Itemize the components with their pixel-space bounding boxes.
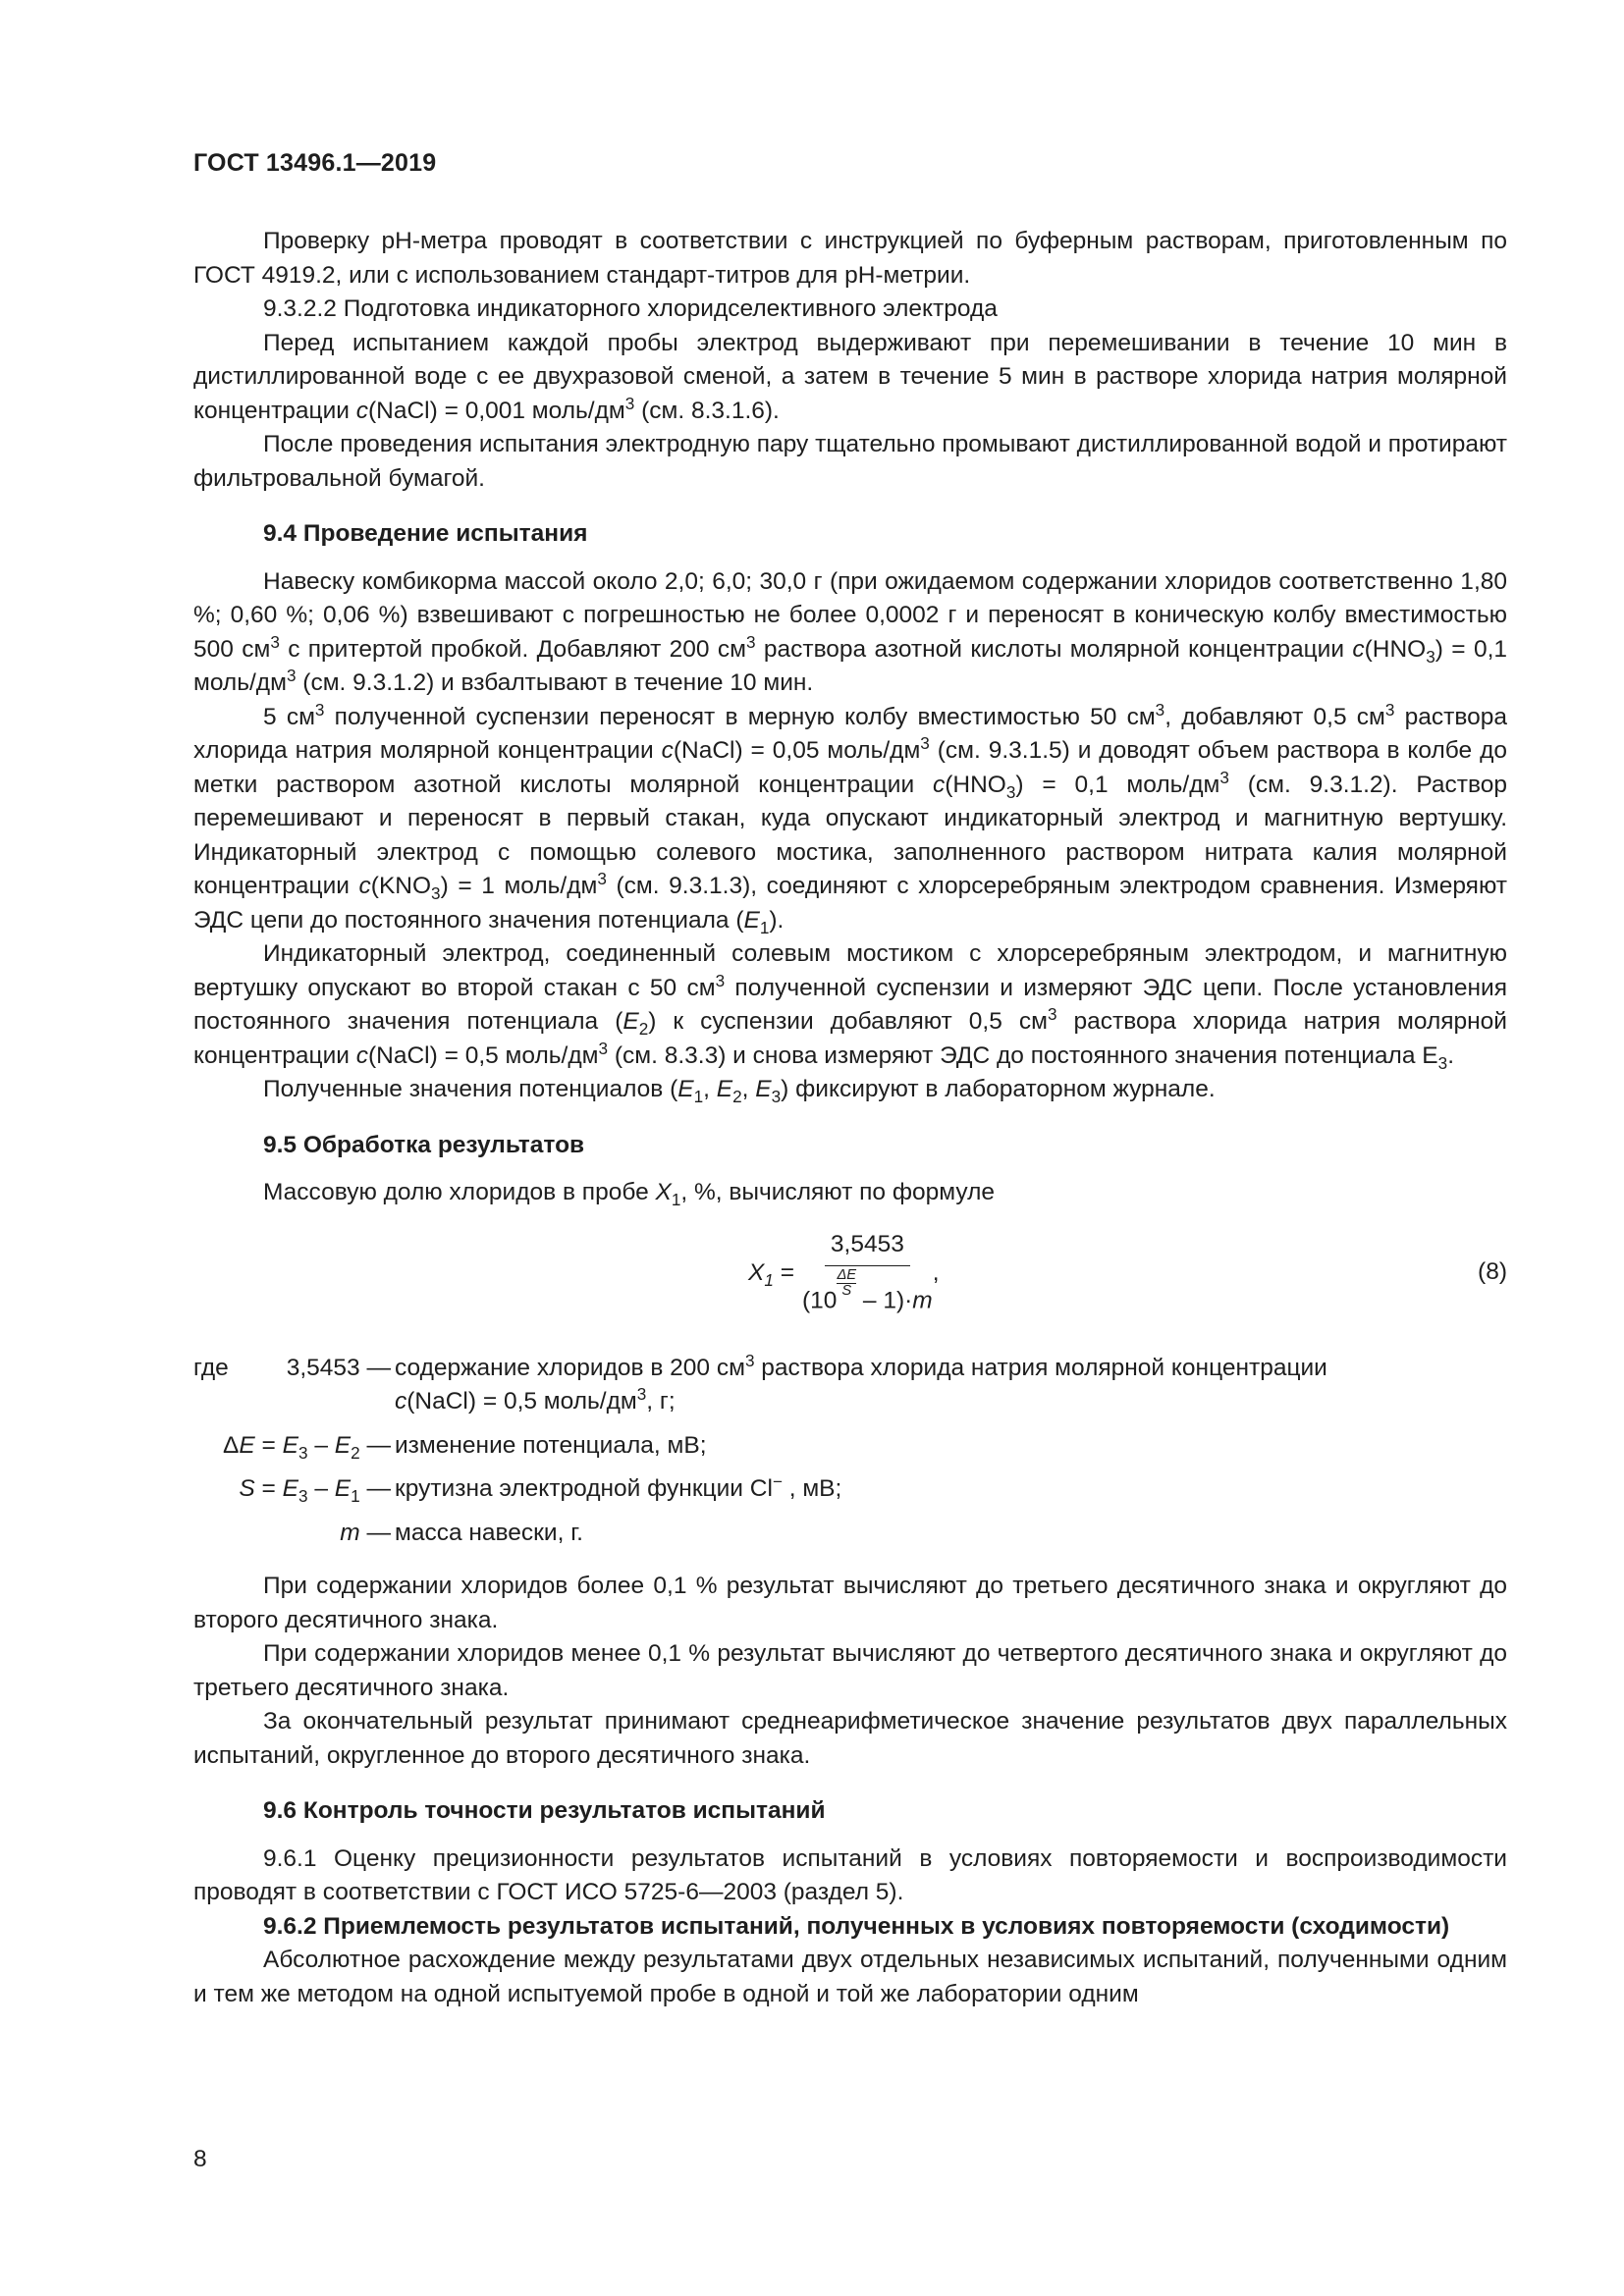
formula-8 xyxy=(193,1222,1507,1338)
formula-legend xyxy=(193,1352,1507,1551)
paragraph-rounding-high: При содержании хлоридов более 0,1 % результат вычисляют до третьего десятичного знака и округляют до второго десятичного знака. xyxy=(193,1573,1507,1633)
formula-expression: $X_1$ = 3,5453 (10 $\frac{\Delta E}{S}$ – 1)·m , xyxy=(748,1228,940,1319)
formula-lhs: $X_1$ = xyxy=(748,1258,795,1290)
formula-denominator: (10 $\frac{\Delta E}{S}$ – 1)·m xyxy=(802,1267,933,1314)
legend-row-constant: где 3,5453 — содержание хлоридов в 200 $см^3$ раствора хлорида натрия молярной концентрации c(NaCl) = 0,5 моль/$дм^3$, г; xyxy=(193,1350,1327,1415)
section-9-6-heading: 9.6 Контроль точности результатов испытаний xyxy=(263,1797,826,1824)
formula-number: (8) xyxy=(1478,1257,1507,1285)
legend-row-slope: $S = E_3 - E_1$ — крутизна электродной функции Cl− , мВ; xyxy=(239,1470,842,1506)
subsection-9-6-2: 9.6.2 Приемлемость результатов испытаний, полученных в условиях повторяемости (сходимости) xyxy=(263,1912,1450,1940)
paragraph-final-result: За окончательный результат принимают среднеарифметическое значение результатов двух параллельных испытаний, округленное до второго десятичного знака. xyxy=(193,1708,1507,1769)
paragraph-sample-weighing: Навеску комбикорма массой около 2,0; 6,0; 30,0 г (при ожидаемом содержании хлоридов соответственно 1,80 %; 0,60 %; 0,06 %) взвешивают с погрешностью не более 0,0002 г и переносят в коническую колбу вместимостью 500 $см^3$ с притертой пробкой. Добавляют 200 $см^3$ раствора азотной кислоты молярной концентрации $c(HNO_3) = 0,1$ моль/$дм^3$ (см. 9.3.1.2) и взбалтывают в течение 10 мин. xyxy=(193,567,1508,696)
paragraph-electrode-prep: Перед испытанием каждой пробы электрод выдерживают при перемешивании в течение 10 мин в дистиллированной воде с ее двухразовой сменой, а затем в течение 5 мин в растворе хлорида натрия молярной концентрации c(NaCl) = 0,001 моль/$дм^3$ (см. 8.3.1.6). xyxy=(193,329,1507,424)
paragraph-9-6-1: 9.6.1 Оценку прецизионности результатов испытаний в условиях повторяемости и воспроизводимости проводят в соответствии с ГОСТ ИСО 5725-6—2003 (раздел 5). xyxy=(193,1844,1507,1905)
paragraph-after-test: После проведения испытания электродную пару тщательно промывают дистиллированной водой и протирают фильтровальной бумагой. xyxy=(193,431,1507,492)
paragraph-ph-meter: Проверку pH-метра проводят в соответствии с инструкцией по буферным растворам, приготовленным по ГОСТ 4919.2, или с использованием стандарт-титров для pH-метрии. xyxy=(193,228,1507,289)
subsection-9-3-2-2: 9.3.2.2 Подготовка индикаторного хлоридселективного электрода xyxy=(263,295,998,322)
legend-row-delta-e: $\Delta E = E_3 - E_2$ — изменение потенциала, мВ; xyxy=(223,1431,707,1463)
formula-numerator: 3,5453 xyxy=(825,1228,910,1267)
paragraph-absolute-difference: Абсолютное расхождение между результатами двух отдельных независимых испытаний, полученными одним и тем же методом на одной испытуемой пробе в одной и той же лаборатории одним xyxy=(193,1947,1507,2007)
section-9-4-heading: 9.4 Проведение испытания xyxy=(263,520,588,547)
paragraph-second-beaker: Индикаторный электрод, соединенный солевым мостиком с хлорсеребряным электродом, и магнитную вертушку опускают во второй стакан с 50 $см^3$ полученной суспензии и измеряют ЭДС цепи. После установления постоянного значения потенциала $(E_2)$ к суспензии добавляют 0,5 $см^3$ раствора хлорида натрия молярной концентрации c(NaCl) = 0,5 моль/$дм^3$ (см. 8.3.3) и снова измеряют ЭДС до постоянного значения потенциала $Е_3$. xyxy=(193,940,1507,1073)
formula-exponent: $\frac{\Delta E}{S}$ xyxy=(837,1267,857,1299)
page-content xyxy=(193,225,1507,2011)
paragraph-formula-intro: Массовую долю хлоридов в пробе $X_1$, %, вычисляют по формуле xyxy=(263,1179,996,1209)
formula-fraction xyxy=(802,1228,933,1319)
paragraph-potentials-log: Полученные значения потенциалов ($E_1$, $E_2$, $E_3$) фиксируют в лабораторном журнале. xyxy=(263,1076,1216,1106)
section-9-5-heading: 9.5 Обработка результатов xyxy=(263,1131,585,1158)
document-header: ГОСТ 13496.1—2019 xyxy=(193,149,437,177)
legend-row-mass: m — масса навески, г. xyxy=(340,1519,583,1546)
paragraph-suspension-transfer: 5 $см^3$ полученной суспензии переносят в мерную колбу вместимостью 50 $см^3$, добавляют 0,5 $см^3$ раствора хлорида натрия молярной концентрации c(NaCl) = 0,05 моль/$дм^3$ (см. 9.3.1.5) и доводят объем раствора в колбе до метки раствором азотной кислоты молярной концентрации $c(HNO_3) = 0,1$ моль/$дм^3$ (см. 9.3.1.2). Раствор перемешивают и переносят в первый стакан, куда опускают индикаторный электрод и магнитную вертушку. Индикаторный электрод с помощью солевого мостика, заполненного раствором нитрата калия молярной концентрации $c(KNO_3) = 1$ моль/$дм^3$ (см. 9.3.1.3), соединяют с хлорсеребряным электродом сравнения. Измеряют ЭДС цепи до постоянного значения потенциала $(E_1)$. xyxy=(193,699,1508,937)
page-number: 8 xyxy=(193,2146,207,2172)
paragraph-rounding-low: При содержании хлоридов менее 0,1 % результат вычисляют до четвертого десятичного знака и округляют до третьего десятичного знака. xyxy=(193,1640,1507,1701)
